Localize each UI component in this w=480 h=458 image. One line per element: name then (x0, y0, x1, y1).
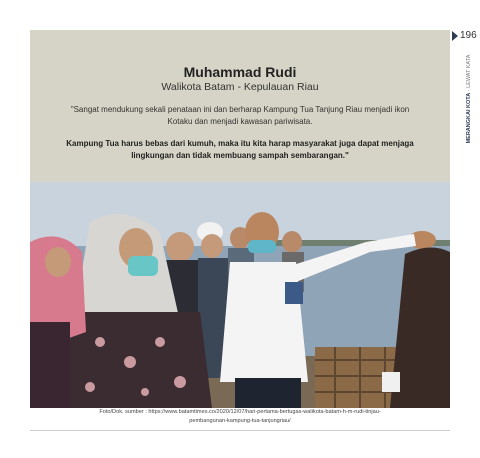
caption-line-2: pembangunan-kampung-tua-tanjungriau/ (189, 418, 291, 424)
news-photo (30, 182, 450, 408)
quote-paragraph-1: "Sangat mendukung sekali penataan ini dan berharap Kampung Tua Tanjung Riau menjadi ikon Kotaku dan menjadi kawasan pariwisata. (70, 105, 410, 126)
quote-panel (30, 30, 450, 182)
side-label-separator: · (466, 87, 472, 93)
page-marker-icon (452, 31, 458, 41)
side-section-label (460, 46, 470, 156)
quote-paragraph-2: Kampung Tua harus bebas dari kumuh, maka itu kita harap masyarakat juga dapat menjaga lingkungan dan tidak membuang sampah sembarangan." (66, 139, 414, 160)
page-number (452, 30, 477, 41)
caption-line-1: Foto/Dok. sumber : https://www.batamtimes.co/2020/12/07/hari-pertama-bertugas-walikota-batam-h-m-rudi-tinjau- (99, 409, 381, 415)
side-label-main: MERANGKAI KOTA (466, 92, 472, 144)
photo-people-at-coast-illustration (30, 182, 450, 408)
page-number-text: 196 (460, 30, 477, 41)
side-label-sub: LEWAT KATA (466, 54, 472, 88)
speaker-role: Walikota Batam - Kepulauan Riau (161, 81, 319, 93)
speaker-name: Muhammad Rudi (183, 64, 297, 80)
photo-caption (30, 408, 450, 431)
